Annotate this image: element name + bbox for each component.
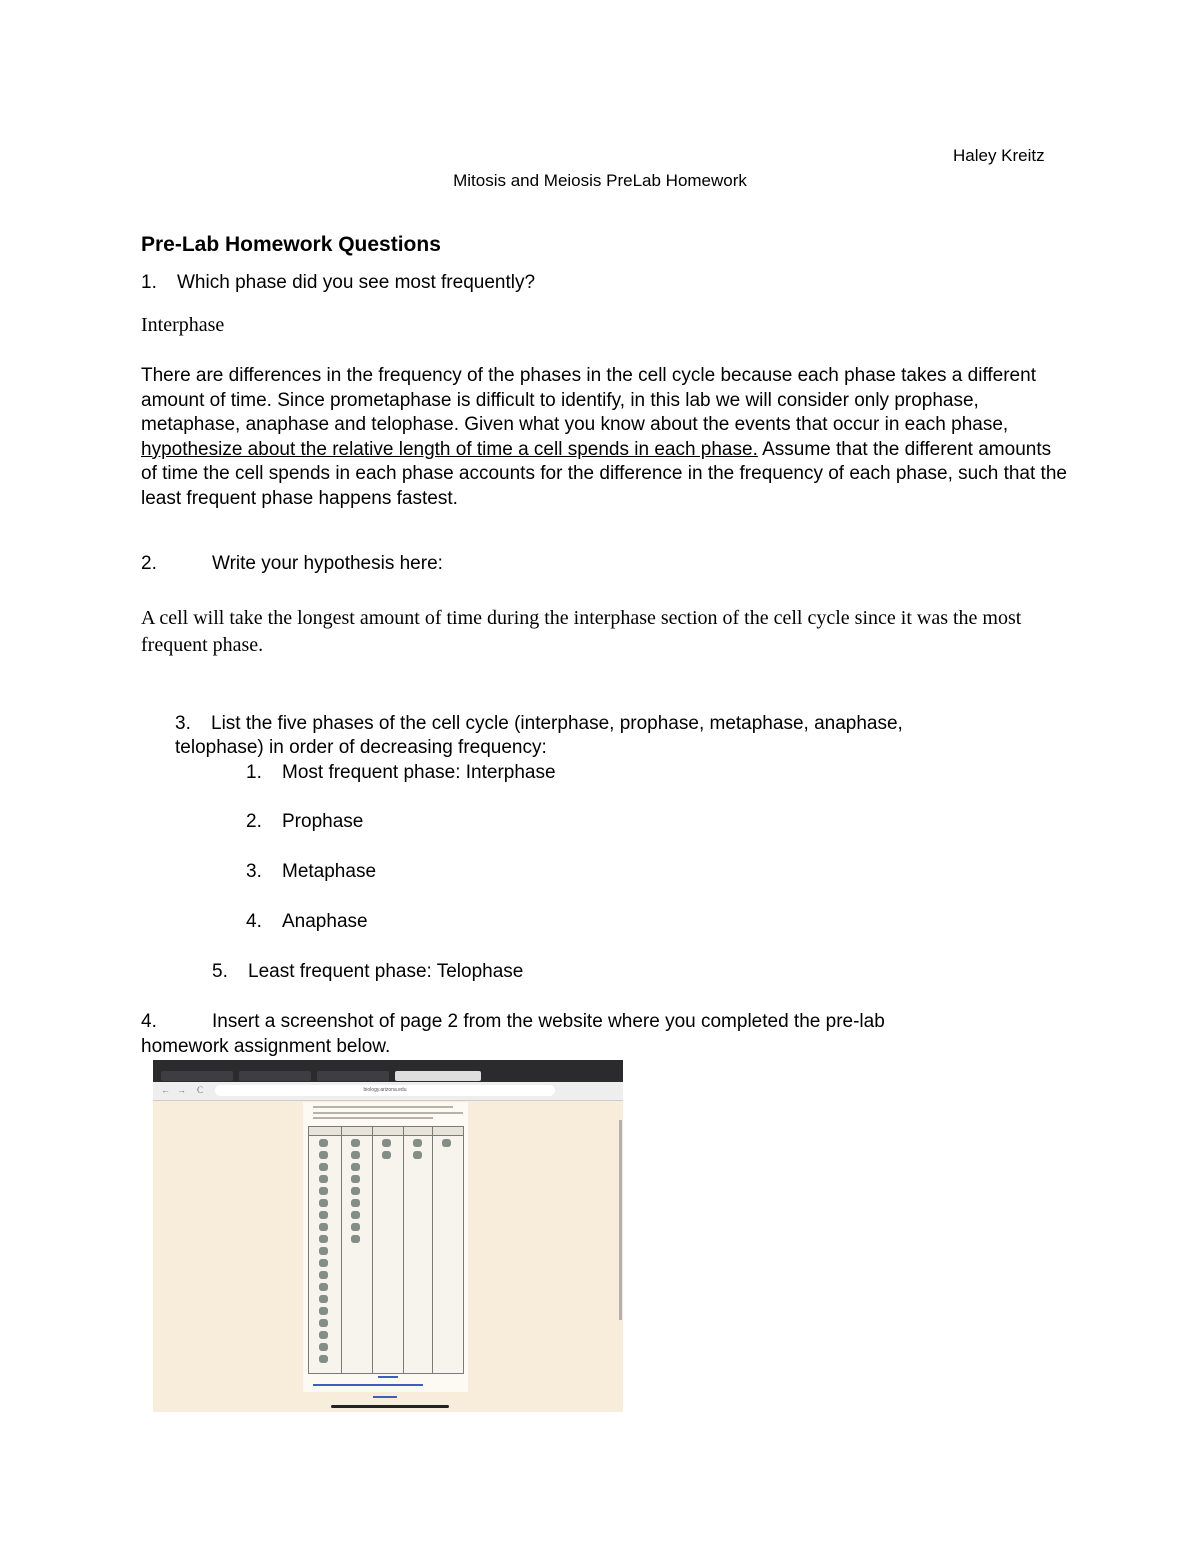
list-item-number: 3. [246,861,262,882]
cell-image [351,1199,360,1207]
page-link [373,1396,397,1398]
instruction-paragraph [141,364,1071,511]
table-divider [403,1127,404,1373]
list-item-text: Prophase [282,811,364,832]
reload-icon: C [197,1085,204,1095]
question-4-line-1 [141,1011,885,1033]
list-item-number: 5. [212,961,228,982]
embedded-screenshot [153,1060,623,1412]
home-indicator [331,1405,449,1408]
phase-table [308,1126,464,1374]
question-1-text: Which phase did you see most frequently? [177,272,536,293]
browser-tab [161,1071,233,1081]
list-item [246,911,368,933]
cell-image [319,1343,328,1351]
cell-image [319,1271,328,1279]
browser-tab-active [395,1071,481,1081]
cell-image [442,1139,451,1147]
question-3-text-1: List the five phases of the cell cycle (interphase, prophase, metaphase, anaphase, [211,713,903,734]
cell-image [319,1295,328,1303]
question-4-text-1: Insert a screenshot of page 2 from the website where you completed the pre-lab [212,1011,885,1032]
cell-image [319,1139,328,1147]
back-icon: ← [161,1085,170,1095]
question-1-number: 1. [141,272,157,293]
cell-image [319,1163,328,1171]
cell-image [319,1175,328,1183]
cell-image [319,1235,328,1243]
question-2 [141,553,443,575]
question-4-line-2: homework assignment below. [141,1036,391,1057]
question-2-number: 2. [141,553,157,574]
forward-icon: → [177,1085,186,1095]
list-item-text: Most frequent phase: Interphase [282,762,556,783]
cell-image [319,1307,328,1315]
page-link [378,1376,398,1378]
text-line [313,1106,453,1108]
cell-image [319,1199,328,1207]
cell-image [351,1163,360,1171]
question-1 [141,272,535,294]
phase-table-header [309,1127,463,1136]
url-bar: biology.arizona.edu [215,1085,555,1096]
browser-tab [317,1071,389,1081]
scrollbar [619,1120,622,1320]
table-divider [372,1127,373,1373]
cell-image [319,1319,328,1327]
document-title: Mitosis and Meiosis PreLab Homework [453,171,747,190]
text-line [313,1112,463,1114]
browser-tab [239,1071,311,1081]
list-item [246,762,556,784]
cell-image [319,1259,328,1267]
page-link [313,1384,423,1386]
table-divider [341,1127,342,1373]
question-3-line-2: telophase) in order of decreasing frequency: [175,737,547,758]
paragraph-part-2: Assume that the different amounts of time the cell spends in each phase accounts for the difference in the frequency of each phase, such that the least frequent phase happens fastest. [141,438,1067,509]
cell-image [382,1139,391,1147]
list-item-text: Anaphase [282,911,368,932]
list-item-number: 2. [246,811,262,832]
cell-image [351,1235,360,1243]
cell-image [319,1211,328,1219]
list-item-text: Metaphase [282,861,377,882]
question-1-answer: Interphase [141,314,225,336]
paragraph-part-1: There are differences in the frequency of the phases in the cell cycle because each phase takes a different amount of time. Since prometaphase is difficult to identify, in this lab we will consider only prophase, metaphase, anaphase and telophase. Given what you know about the events that occur in each phase, [141,365,1036,435]
author-name: Haley Kreitz [953,146,1045,165]
list-item [246,811,363,833]
cell-image [319,1247,328,1255]
list-item [212,961,523,983]
cell-image [351,1151,360,1159]
cell-image [413,1139,422,1147]
cell-image [319,1283,328,1291]
list-item-number: 1. [246,762,262,783]
table-divider [432,1127,433,1373]
cell-image [351,1211,360,1219]
question-4-number: 4. [141,1011,157,1032]
question-2-text: Write your hypothesis here: [212,553,443,574]
cell-image [382,1151,391,1159]
cell-image [351,1175,360,1183]
question-2-answer: A cell will take the longest amount of time during the interphase section of the cell cycle since it was the most frequent phase. [141,607,1022,656]
question-3-number: 3. [175,713,191,734]
paragraph-underlined: hypothesize about the relative length of time a cell spends in each phase. [141,438,758,460]
browser-tab-bar [153,1060,623,1082]
list-item [246,861,376,883]
cell-image [319,1151,328,1159]
text-line [313,1117,433,1119]
question-3-line-1 [175,713,903,735]
cell-image [351,1187,360,1195]
cell-image [351,1223,360,1231]
list-item-number: 4. [246,911,262,932]
cell-image [319,1223,328,1231]
list-item-text: Least frequent phase: Telophase [248,961,524,982]
cell-image [319,1331,328,1339]
cell-image [413,1151,422,1159]
cell-image [319,1355,328,1363]
section-heading: Pre-Lab Homework Questions [141,233,441,256]
cell-image [319,1187,328,1195]
cell-image [351,1139,360,1147]
